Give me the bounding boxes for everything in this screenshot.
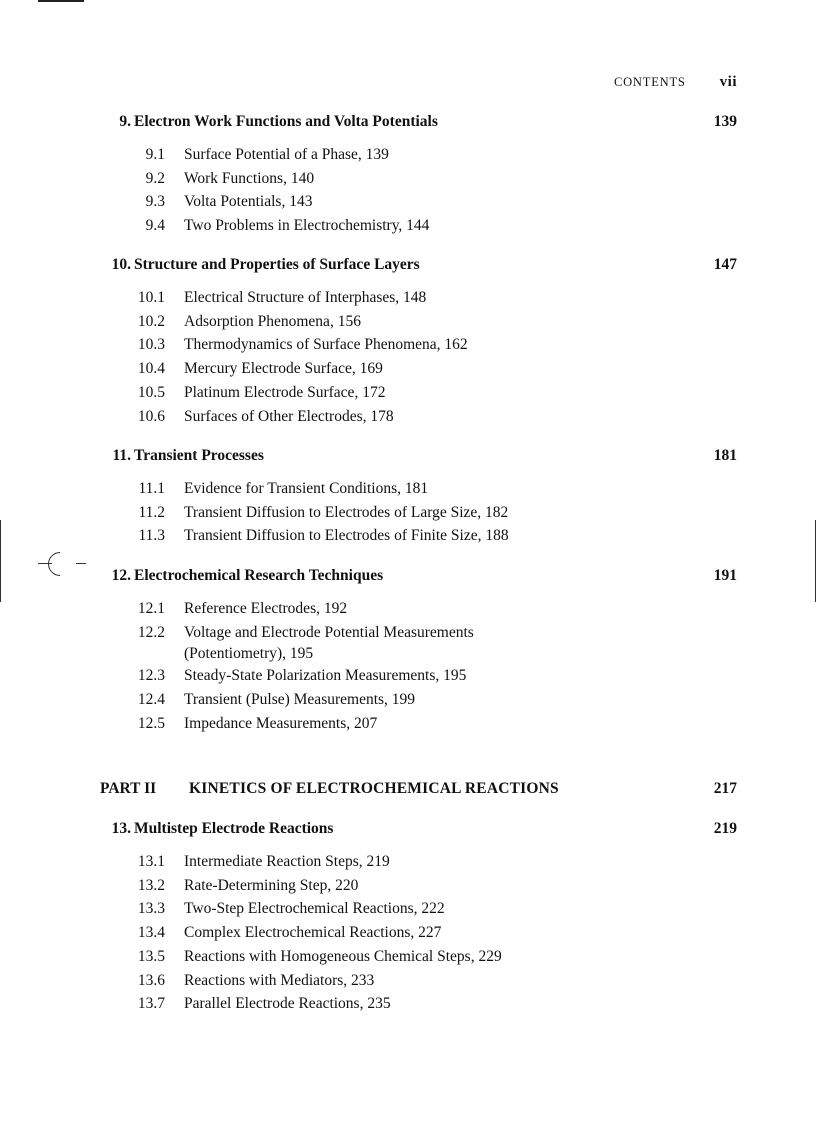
section-number: 12.1 (137, 600, 165, 617)
section-title: Complex Electrochemical Reactions, 227 (184, 924, 442, 942)
section-number: 10.6 (137, 407, 165, 425)
section-number: 13.1 (137, 853, 165, 870)
chapter-heading[interactable] (0, 567, 816, 589)
chapter-entry (0, 113, 816, 238)
section-title: Transient (Pulse) Measurements, 199 (184, 691, 416, 709)
section-entry[interactable] (0, 167, 816, 191)
section-number: 12.5 (137, 714, 165, 732)
section-number: 10.1 (137, 289, 165, 306)
section-entry[interactable] (0, 969, 816, 993)
section-number: 11.1 (138, 480, 165, 497)
chapter-number: 12. (111, 567, 131, 584)
section-number: 13.5 (137, 947, 165, 965)
section-title: Transient Diffusion to Electrodes of Large Size, 182 (184, 503, 509, 521)
section-title: Adsorption Phenomena, 156 (184, 312, 361, 330)
chapter-title: Electron Work Functions and Volta Potentials (134, 113, 438, 130)
section-entry[interactable] (0, 688, 816, 712)
section-entry[interactable] (0, 524, 816, 548)
section-entry[interactable] (0, 143, 816, 167)
chapter-title: Structure and Properties of Surface Layers (134, 256, 420, 273)
chapter-entry (0, 567, 816, 736)
section-entry[interactable] (0, 850, 816, 874)
section-entry[interactable] (0, 874, 816, 898)
chapter-title: Electrochemical Research Techniques (134, 567, 384, 584)
section-number: 9.1 (145, 146, 165, 163)
section-entry[interactable] (0, 992, 816, 1016)
section-title: Thermodynamics of Surface Phenomena, 162 (184, 336, 468, 354)
section-title: Rate-Determining Step, 220 (184, 876, 359, 894)
section-entry[interactable] (0, 405, 816, 429)
chapter-page: 191 (713, 567, 737, 584)
section-title-continuation: (Potentiometry), 195 (184, 645, 314, 663)
section-entry[interactable] (0, 712, 816, 736)
chapter-number: 13. (111, 820, 131, 837)
page-number: vii (719, 74, 737, 90)
running-header (614, 74, 737, 91)
section-number: 13.6 (137, 971, 165, 989)
chapter-heading[interactable] (0, 256, 816, 278)
section-number: 9.3 (145, 193, 165, 211)
chapter-entry (0, 447, 816, 548)
section-number: 9.2 (145, 169, 165, 187)
section-entry[interactable] (0, 897, 816, 921)
chapter-heading[interactable] (0, 820, 816, 842)
section-number: 13.2 (137, 876, 165, 894)
top-rule (38, 0, 84, 2)
section-entry[interactable] (0, 597, 816, 621)
section-number: 11.2 (138, 503, 165, 521)
section-entry[interactable] (0, 357, 816, 381)
section-number: 9.4 (145, 217, 165, 235)
section-number: 10.2 (137, 312, 165, 330)
part-label: PART II (100, 780, 157, 797)
section-entry[interactable] (0, 945, 816, 969)
section-title: Platinum Electrode Surface, 172 (184, 383, 386, 401)
section-list (0, 286, 816, 428)
section-number: 13.7 (137, 995, 165, 1013)
chapter-title: Multistep Electrode Reactions (134, 820, 334, 837)
chapter-heading[interactable] (0, 113, 816, 135)
chapter-heading[interactable] (0, 447, 816, 469)
section-number: 10.3 (137, 336, 165, 354)
section-title: Evidence for Transient Conditions, 181 (184, 480, 429, 497)
section-title: Steady-State Polarization Measurements, 195 (184, 667, 467, 685)
section-list (0, 477, 816, 548)
section-title: Work Functions, 140 (184, 169, 315, 187)
section-number: 10.5 (137, 383, 165, 401)
section-title: Surface Potential of a Phase, 139 (184, 146, 389, 163)
section-entry[interactable] (0, 333, 816, 357)
section-number: 12.2 (137, 623, 165, 641)
section-number: 12.3 (137, 667, 165, 685)
section-title: Volta Potentials, 143 (184, 193, 313, 211)
chapter-number: 11. (112, 447, 131, 464)
section-entry[interactable] (0, 190, 816, 214)
section-title: Parallel Electrode Reactions, 235 (184, 995, 391, 1013)
section-number: 12.4 (137, 691, 165, 709)
chapter-number: 10. (111, 256, 131, 273)
section-number: 11.3 (138, 527, 165, 545)
section-number: 13.4 (137, 924, 165, 942)
chapter-title: Transient Processes (134, 447, 264, 464)
section-entry[interactable] (0, 621, 816, 665)
section-title: Voltage and Electrode Potential Measurements (184, 623, 474, 641)
section-entry[interactable] (0, 286, 816, 310)
section-title: Surfaces of Other Electrodes, 178 (184, 407, 394, 425)
section-list (0, 850, 816, 1016)
section-number: 13.3 (137, 900, 165, 918)
section-title: Two-Step Electrochemical Reactions, 222 (184, 900, 445, 918)
section-title: Impedance Measurements, 207 (184, 714, 378, 732)
section-list (0, 143, 816, 238)
chapter-page: 139 (713, 113, 737, 130)
section-entry[interactable] (0, 477, 816, 501)
section-title: Electrical Structure of Interphases, 148 (184, 289, 427, 306)
part-heading[interactable] (0, 780, 816, 802)
section-title: Two Problems in Electrochemistry, 144 (184, 217, 430, 235)
part-title: KINETICS OF ELECTROCHEMICAL REACTIONS (189, 780, 559, 797)
part-page: 217 (713, 780, 737, 797)
section-title: Reactions with Homogeneous Chemical Steps, 229 (184, 947, 502, 965)
section-title: Mercury Electrode Surface, 169 (184, 360, 383, 378)
chapter-entry (0, 820, 816, 1016)
section-title: Reactions with Mediators, 233 (184, 971, 375, 989)
chapter-number: 9. (119, 113, 131, 130)
section-entry[interactable] (0, 921, 816, 945)
section-title: Reference Electrodes, 192 (184, 600, 348, 617)
crop-mark-tick (76, 563, 86, 564)
section-entry[interactable] (0, 310, 816, 334)
chapter-page: 219 (713, 820, 737, 837)
section-entry[interactable] (0, 214, 816, 238)
chapter-page: 181 (713, 447, 737, 464)
section-entry[interactable] (0, 501, 816, 525)
section-entry[interactable] (0, 664, 816, 688)
section-entry[interactable] (0, 381, 816, 405)
section-number: 10.4 (137, 360, 165, 378)
section-title: Transient Diffusion to Electrodes of Finite Size, 188 (184, 527, 509, 545)
chapter-entry (0, 256, 816, 428)
section-title: Intermediate Reaction Steps, 219 (184, 853, 390, 870)
section-list (0, 597, 816, 736)
chapter-page: 147 (713, 256, 737, 273)
running-title: CONTENTS (613, 75, 686, 89)
